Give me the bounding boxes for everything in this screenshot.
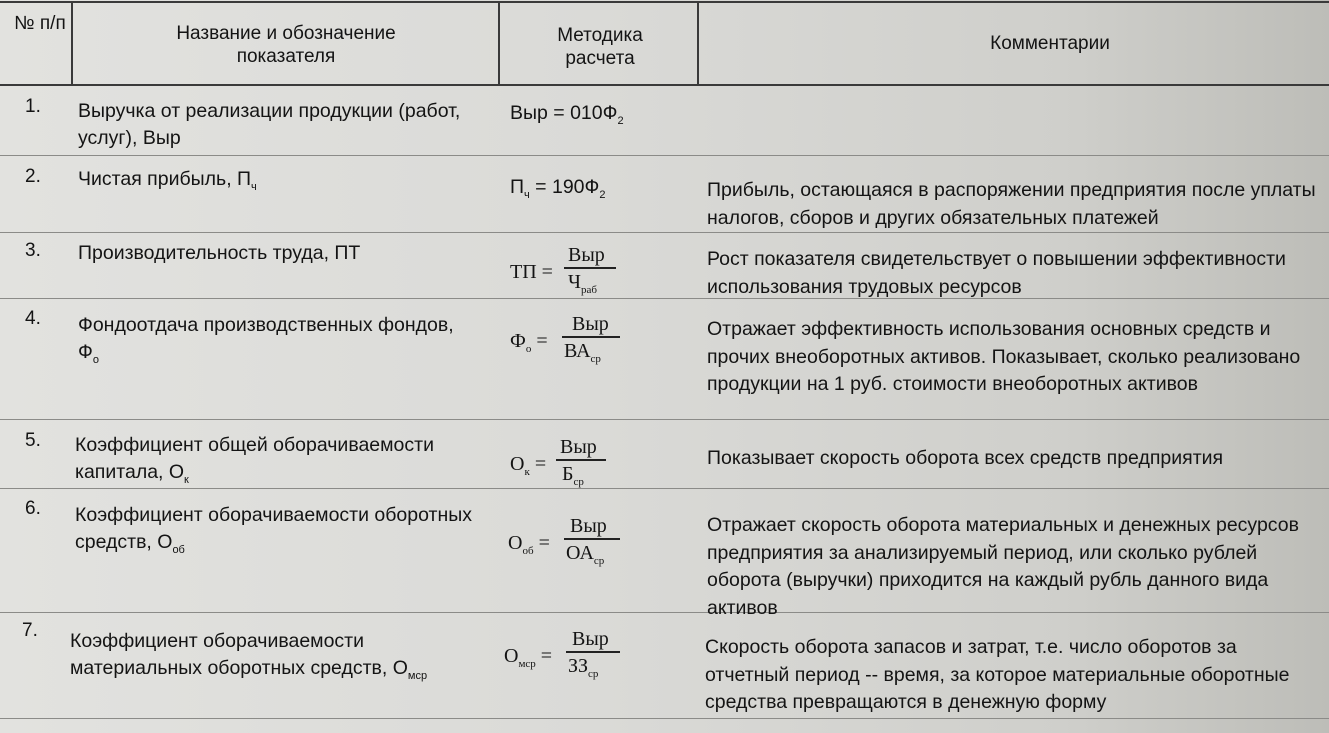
row-number: 3. — [25, 240, 41, 261]
comment: Отражает эффективность использования основных средств и прочих внеоборотных активов. Показывает, сколько реализовано продукции на 1 руб. стоимости внеоборотных активов — [707, 318, 1301, 395]
document-page: № п/п Название и обозначение показателя Методика расчета Комментарии 1. Выручка от реализации продукции (работ, услуг), Выр Выр = $010Ф_2$ 2. Чистая прибыль, $П_ч$ $П_ч = 190Ф_2$ Прибыль, остающаяся в распоряжении предприятия после уплаты налогов, сборов и других обязательных платежей 3. Производительность труда, ПТ ТП = Выр $Ч_{раб}$ Рост показателя свидетельствует о повышении эффективности использования трудовых ресурсов 4. Фондоотдача производственных фондов, $Ф_о$ $Ф_о$ = Выр $ВА_{ср}$ Отражает эффективность использования основных средств и прочих внеоборотных активов. Показывает, сколько реализовано продукции на 1 руб. стоимости внеоборотных активов 5. Коэффициент общей оборачиваемости капитала, $О_к$ $О_к$ = Выр $Б_{ср}$ Показывает скорость оборота всех средств предприятия 6. Коэффициент оборачиваемости оборотных средств, $О_{об}$ $О_{об}$ = Выр $ОА_{ср}$ Отражает скорость оборота материальных и денежных ресурсов предприятия за анализируемый период, или сколько рублей оборота (выручки) приходится на каждый рубль данного вида активов 7. Коэффициент оборачиваемости материальных оборотных средств, $О_{мср}$ $О_{мср}$ = Выр $ЗЗ_{ср}$ Скорость оборота запасов и затрат, т.е. число оборотов за отчетный период -- время, за которое материальные оборотные средства превращаются в денежную форму — [0, 0, 1329, 733]
table-top-border — [0, 1, 1329, 3]
indicator-name: Коэффициент оборачиваемости материальных оборотных средств, $О_{мср}$ — [70, 630, 428, 682]
column-divider — [697, 2, 699, 84]
header-method: Методика расчета — [557, 25, 643, 69]
row-number: 6. — [25, 498, 41, 519]
formula: $П_ч = 190Ф_2$ — [510, 176, 606, 201]
indicator-name: Коэффициент оборачиваемости оборотных средств, $О_{об}$ — [75, 504, 472, 556]
row-separator — [0, 155, 1329, 156]
comment: Скорость оборота запасов и затрат, т.е. число оборотов за отчетный период -- время, за которое материальные оборотные средства превращаются в денежную форму — [705, 636, 1290, 713]
indicator-name: Производительность труда, ПТ — [78, 242, 361, 264]
header-indicator-name: Название и обозначение показателя — [176, 23, 396, 67]
row-number: 2. — [25, 166, 41, 187]
row-separator — [0, 718, 1329, 719]
header-number: № п/п — [14, 13, 66, 34]
indicator-name: Коэффициент общей оборачиваемости капитала, $О_к$ — [75, 434, 434, 486]
formula: Выр = $010Ф_2$ — [510, 102, 624, 127]
row-number: 4. — [25, 308, 41, 329]
comment: Отражает скорость оборота материальных и денежных ресурсов предприятия за анализируемый период, или сколько рублей оборота (выручки) приходится на каждый рубль данного вида активов — [707, 514, 1299, 619]
row-separator — [0, 419, 1329, 420]
row-number: 7. — [22, 620, 38, 641]
column-divider — [71, 2, 73, 84]
comment: Рост показателя свидетельствует о повышении эффективности использования трудовых ресурсов — [707, 248, 1286, 298]
column-divider — [498, 2, 500, 84]
row-separator — [0, 232, 1329, 233]
comment: Показывает скорость оборота всех средств предприятия — [707, 447, 1224, 469]
indicator-name: Чистая прибыль, $П_ч$ — [78, 168, 257, 193]
header-comments: Комментарии — [990, 33, 1110, 54]
comment: Прибыль, остающаяся в распоряжении предприятия после уплаты налогов, сборов и других обязательных платежей — [707, 179, 1316, 229]
header-bottom-border — [0, 84, 1329, 86]
row-number: 5. — [25, 430, 41, 451]
indicator-name: Фондоотдача производственных фондов, $Ф_о$ — [78, 314, 454, 366]
row-number: 1. — [25, 96, 41, 117]
indicator-name: Выручка от реализации продукции (работ, услуг), Выр — [78, 100, 461, 149]
